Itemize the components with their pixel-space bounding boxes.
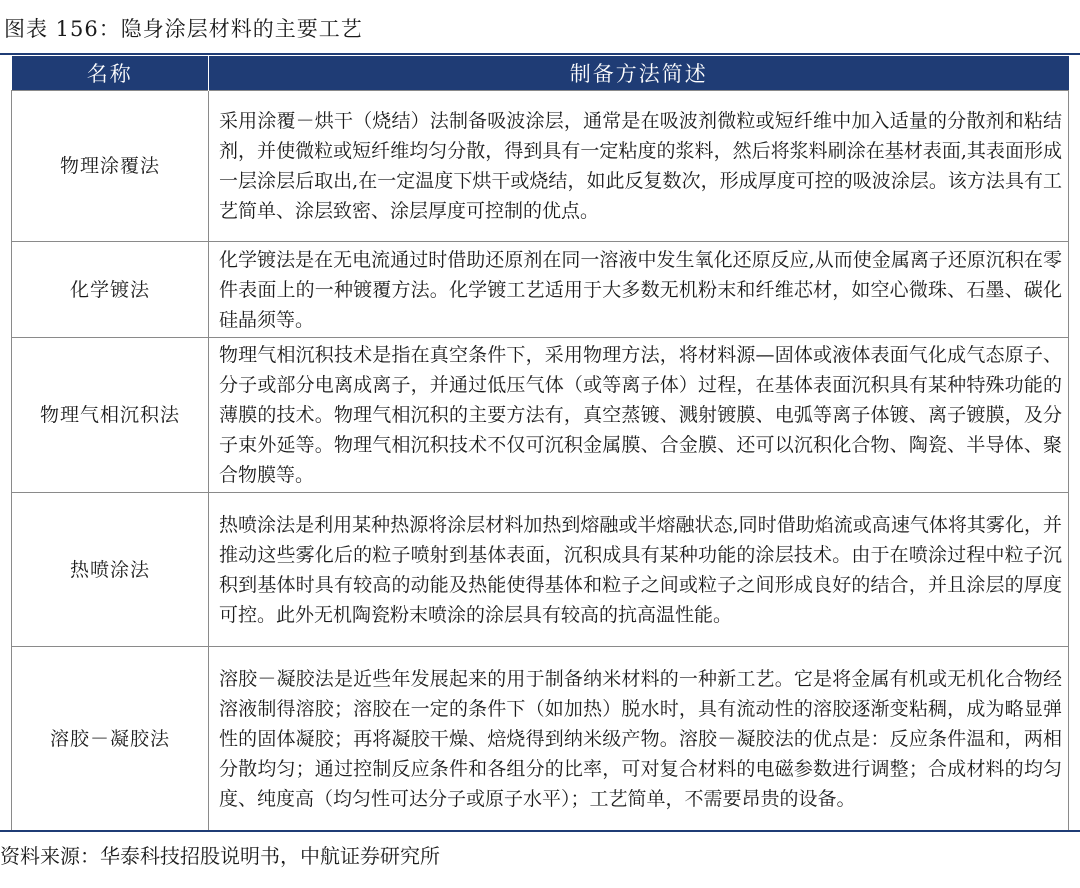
process-description: 物理气相沉积技术是指在真空条件下，采用物理方法，将材料源—固体或液体表面气化成气态原子、分子或部分电离成离子，并通过低压气体（或等离子体）过程，在基体表面沉积具有某种特殊功能的薄膜的技术。物理气相沉积的主要方法有，真空蒸镀、溅射镀膜、电弧等离子体镀、离子镀膜，及分子束外延等。物理气相沉积技术不仅可沉积金属膜、合金膜、还可以沉积化合物、陶瓷、半导体、聚合物膜等。 — [209, 338, 1069, 493]
figure-caption: 图表 156：隐身涂层材料的主要工艺 — [4, 17, 363, 41]
process-name: 热喷涂法 — [12, 493, 209, 647]
column-header-method: 制备方法简述 — [209, 56, 1069, 91]
bottom-rule — [0, 830, 1080, 832]
process-description: 热喷涂法是利用某种热源将涂层材料加热到熔融或半熔融状态,同时借助焰流或高速气体将其雾化，并推动这些雾化后的粒子喷射到基体表面，沉积成具有某种功能的涂层技术。由于在喷涂过程中粒子沉积到基体时具有较高的动能及热能使得基体和粒子之间或粒子之间形成良好的结合，并且涂层的厚度可控。此外无机陶瓷粉末喷涂的涂层具有较高的抗高温性能。 — [209, 493, 1069, 647]
table-row — [12, 242, 1069, 338]
process-name: 物理涂覆法 — [12, 91, 209, 242]
process-table — [11, 56, 1069, 832]
process-name: 溶胶－凝胶法 — [12, 647, 209, 832]
table-row — [12, 493, 1069, 647]
source-note: 资料来源：华泰科技招股说明书，中航证券研究所 — [0, 844, 440, 868]
column-header-name: 名称 — [12, 56, 209, 91]
table-row — [12, 647, 1069, 832]
top-rule — [0, 53, 1080, 55]
process-description: 化学镀法是在无电流通过时借助还原剂在同一溶液中发生氧化还原反应,从而使金属离子还原沉积在零件表面上的一种镀覆方法。化学镀工艺适用于大多数无机粉末和纤维芯材，如空心微珠、石墨、碳化硅晶须等。 — [209, 242, 1069, 338]
process-description: 采用涂覆－烘干（烧结）法制备吸波涂层，通常是在吸波剂微粒或短纤维中加入适量的分散剂和粘结剂，并使微粒或短纤维均匀分散，得到具有一定粘度的浆料，然后将浆料刷涂在基材表面,其表面形成一层涂层后取出,在一定温度下烘干或烧结，如此反复数次，形成厚度可控的吸波涂层。该方法具有工艺简单、涂层致密、涂层厚度可控制的优点。 — [209, 91, 1069, 242]
table-row — [12, 91, 1069, 242]
table-header-row — [12, 56, 1069, 91]
process-name: 物理气相沉积法 — [12, 338, 209, 493]
process-name: 化学镀法 — [12, 242, 209, 338]
process-description: 溶胶－凝胶法是近些年发展起来的用于制备纳米材料的一种新工艺。它是将金属有机或无机化合物经溶液制得溶胶；溶胶在一定的条件下（如加热）脱水时，具有流动性的溶胶逐渐变粘稠，成为略显弹性的固体凝胶；再将凝胶干燥、焙烧得到纳米级产物。溶胶－凝胶法的优点是：反应条件温和，两相分散均匀；通过控制反应条件和各组分的比率，可对复合材料的电磁参数进行调整；合成材料的均匀度、纯度高（均匀性可达分子或原子水平）；工艺简单，不需要昂贵的设备。 — [209, 647, 1069, 832]
table-row — [12, 338, 1069, 493]
